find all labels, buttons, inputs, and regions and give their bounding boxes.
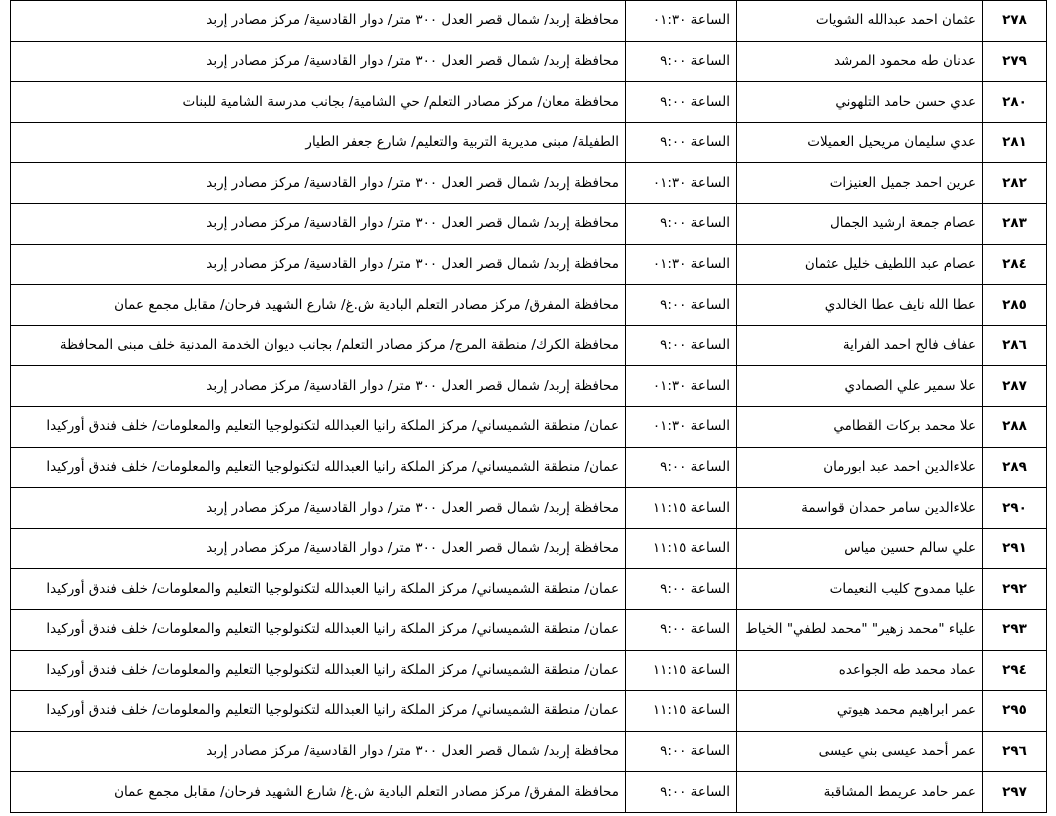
- appointment-time: الساعة ١١:١٥: [626, 488, 737, 529]
- appointment-time: الساعة ٩:٠٠: [626, 609, 737, 650]
- row-number: ٢٨١: [983, 122, 1047, 163]
- row-number: ٢٩٧: [983, 772, 1047, 813]
- schedule-table: [10, 0, 1047, 813]
- row-number: ٢٩١: [983, 528, 1047, 569]
- table-row: [11, 528, 1047, 569]
- row-number: ٢٨٩: [983, 447, 1047, 488]
- appointment-time: الساعة ١١:١٥: [626, 691, 737, 732]
- row-number: ٢٨٥: [983, 285, 1047, 326]
- table-row: [11, 325, 1047, 366]
- appointment-location: محافظة معان/ مركز مصادر التعلم/ حي الشامية/ بجانب مدرسة الشامية للبنات: [11, 82, 626, 123]
- appointment-location: عمان/ منطقة الشميساني/ مركز الملكة رانيا العبدالله لتكنولوجيا التعليم والمعلومات/ خلف فندق أوركيدا: [11, 406, 626, 447]
- applicant-name: عثمان احمد عبدالله الشويات: [737, 1, 983, 42]
- applicant-name: عدنان طه محمود المرشد: [737, 41, 983, 82]
- appointment-time: الساعة ٠١:٣٠: [626, 406, 737, 447]
- appointment-time: الساعة ٩:٠٠: [626, 285, 737, 326]
- table-row: [11, 447, 1047, 488]
- table-row: [11, 406, 1047, 447]
- table-row: [11, 488, 1047, 529]
- row-number: ٢٩٣: [983, 609, 1047, 650]
- appointment-location: محافظة إربد/ شمال قصر العدل ٣٠٠ متر/ دوار القادسية/ مركز مصادر إربد: [11, 1, 626, 42]
- appointment-location: محافظة الكرك/ منطقة المرج/ مركز مصادر التعلم/ بجانب ديوان الخدمة المدنية خلف مبنى المحافظة: [11, 325, 626, 366]
- appointment-time: الساعة ٩:٠٠: [626, 41, 737, 82]
- row-number: ٢٨٨: [983, 406, 1047, 447]
- applicant-name: علا سمير علي الصمادي: [737, 366, 983, 407]
- appointment-location: محافظة إربد/ شمال قصر العدل ٣٠٠ متر/ دوار القادسية/ مركز مصادر إربد: [11, 244, 626, 285]
- applicant-name: عطا الله نايف عطا الخالدي: [737, 285, 983, 326]
- applicant-name: عماد محمد طه الجواعده: [737, 650, 983, 691]
- appointment-time: الساعة ٩:٠٠: [626, 122, 737, 163]
- schedule-table-body: [11, 1, 1047, 813]
- appointment-time: الساعة ٩:٠٠: [626, 447, 737, 488]
- table-row: [11, 285, 1047, 326]
- appointment-location: محافظة المفرق/ مركز مصادر التعلم البادية ش.غ/ شارع الشهيد فرحان/ مقابل مجمع عمان: [11, 285, 626, 326]
- applicant-name: عفاف فالح احمد الفراية: [737, 325, 983, 366]
- applicant-name: عدي حسن حامد التلهوني: [737, 82, 983, 123]
- table-row: [11, 691, 1047, 732]
- table-row: [11, 731, 1047, 772]
- appointment-location: محافظة إربد/ شمال قصر العدل ٣٠٠ متر/ دوار القادسية/ مركز مصادر إربد: [11, 488, 626, 529]
- appointment-location: محافظة إربد/ شمال قصر العدل ٣٠٠ متر/ دوار القادسية/ مركز مصادر إربد: [11, 163, 626, 204]
- appointment-time: الساعة ٠١:٣٠: [626, 163, 737, 204]
- applicant-name: عمر حامد عريمط المشاقبة: [737, 772, 983, 813]
- appointment-time: الساعة ٩:٠٠: [626, 772, 737, 813]
- appointment-time: الساعة ٠١:٣٠: [626, 366, 737, 407]
- appointment-location: محافظة إربد/ شمال قصر العدل ٣٠٠ متر/ دوار القادسية/ مركز مصادر إربد: [11, 203, 626, 244]
- row-number: ٢٨٦: [983, 325, 1047, 366]
- table-row: [11, 163, 1047, 204]
- appointment-time: الساعة ١١:١٥: [626, 528, 737, 569]
- appointment-location: عمان/ منطقة الشميساني/ مركز الملكة رانيا العبدالله لتكنولوجيا التعليم والمعلومات/ خلف فندق أوركيدا: [11, 650, 626, 691]
- applicant-name: علي سالم حسين مياس: [737, 528, 983, 569]
- table-row: [11, 82, 1047, 123]
- row-number: ٢٩٤: [983, 650, 1047, 691]
- applicant-name: عرين احمد جميل العنيزات: [737, 163, 983, 204]
- appointment-time: الساعة ٠١:٣٠: [626, 1, 737, 42]
- table-row: [11, 609, 1047, 650]
- row-number: ٢٨٤: [983, 244, 1047, 285]
- row-number: ٢٩٠: [983, 488, 1047, 529]
- appointment-location: محافظة إربد/ شمال قصر العدل ٣٠٠ متر/ دوار القادسية/ مركز مصادر إربد: [11, 528, 626, 569]
- applicant-name: علاءالدين سامر حمدان قواسمة: [737, 488, 983, 529]
- appointment-time: الساعة ٩:٠٠: [626, 731, 737, 772]
- applicant-name: عصام عبد اللطيف خليل عثمان: [737, 244, 983, 285]
- table-row: [11, 203, 1047, 244]
- table-row: [11, 41, 1047, 82]
- appointment-location: عمان/ منطقة الشميساني/ مركز الملكة رانيا العبدالله لتكنولوجيا التعليم والمعلومات/ خلف فندق أوركيدا: [11, 447, 626, 488]
- appointment-location: محافظة إربد/ شمال قصر العدل ٣٠٠ متر/ دوار القادسية/ مركز مصادر إربد: [11, 41, 626, 82]
- appointment-time: الساعة ٩:٠٠: [626, 82, 737, 123]
- applicant-name: عصام جمعة ارشيد الجمال: [737, 203, 983, 244]
- table-row: [11, 650, 1047, 691]
- applicant-name: عليا ممدوح كليب النعيمات: [737, 569, 983, 610]
- table-row: [11, 1, 1047, 42]
- appointment-location: عمان/ منطقة الشميساني/ مركز الملكة رانيا العبدالله لتكنولوجيا التعليم والمعلومات/ خلف فندق أوركيدا: [11, 569, 626, 610]
- row-number: ٢٩٥: [983, 691, 1047, 732]
- appointment-location: محافظة إربد/ شمال قصر العدل ٣٠٠ متر/ دوار القادسية/ مركز مصادر إربد: [11, 366, 626, 407]
- table-row: [11, 366, 1047, 407]
- table-row: [11, 772, 1047, 813]
- row-number: ٢٧٩: [983, 41, 1047, 82]
- appointment-location: عمان/ منطقة الشميساني/ مركز الملكة رانيا العبدالله لتكنولوجيا التعليم والمعلومات/ خلف فندق أوركيدا: [11, 609, 626, 650]
- appointment-location: محافظة المفرق/ مركز مصادر التعلم البادية ش.غ/ شارع الشهيد فرحان/ مقابل مجمع عمان: [11, 772, 626, 813]
- appointment-location: محافظة إربد/ شمال قصر العدل ٣٠٠ متر/ دوار القادسية/ مركز مصادر إربد: [11, 731, 626, 772]
- row-number: ٢٩٦: [983, 731, 1047, 772]
- row-number: ٢٧٨: [983, 1, 1047, 42]
- appointment-time: الساعة ٩:٠٠: [626, 203, 737, 244]
- row-number: ٢٨٣: [983, 203, 1047, 244]
- row-number: ٢٩٢: [983, 569, 1047, 610]
- appointment-location: عمان/ منطقة الشميساني/ مركز الملكة رانيا العبدالله لتكنولوجيا التعليم والمعلومات/ خلف فندق أوركيدا: [11, 691, 626, 732]
- row-number: ٢٨٠: [983, 82, 1047, 123]
- table-row: [11, 569, 1047, 610]
- table-row: [11, 122, 1047, 163]
- table-row: [11, 244, 1047, 285]
- applicant-name: عمر ابراهيم محمد هيوتي: [737, 691, 983, 732]
- appointment-time: الساعة ٠١:٣٠: [626, 244, 737, 285]
- row-number: ٢٨٧: [983, 366, 1047, 407]
- appointment-time: الساعة ٩:٠٠: [626, 569, 737, 610]
- applicant-name: عمر أحمد عيسى بني عيسى: [737, 731, 983, 772]
- appointment-time: الساعة ١١:١٥: [626, 650, 737, 691]
- applicant-name: علياء "محمد زهير" "محمد لطفي" الخياط: [737, 609, 983, 650]
- applicant-name: علا محمد بركات القطامي: [737, 406, 983, 447]
- appointment-time: الساعة ٩:٠٠: [626, 325, 737, 366]
- applicant-name: علاءالدين احمد عبد ابورمان: [737, 447, 983, 488]
- row-number: ٢٨٢: [983, 163, 1047, 204]
- applicant-name: عدي سليمان مريحيل العميلات: [737, 122, 983, 163]
- appointment-location: الطفيلة/ مبنى مديرية التربية والتعليم/ شارع جعفر الطيار: [11, 122, 626, 163]
